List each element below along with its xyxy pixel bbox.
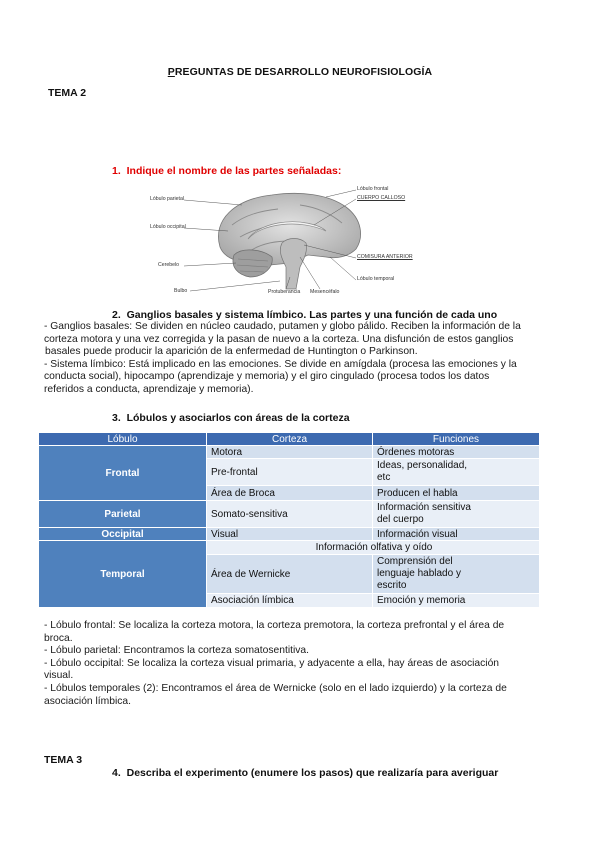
header-lobulo: Lóbulo [39,433,207,446]
header-funciones: Funciones [373,433,540,446]
answer-line: conducta social), hipocampo (aprendizaje y memoria) y el giro cingulado (procesa todos los datos [44,371,490,383]
function-line: Información sensitiva [377,502,471,513]
question-4-number: 4. [112,767,121,779]
lobe-frontal: Frontal [39,446,207,501]
function-cell: Emoción y memoria [373,594,540,608]
table-row [39,501,540,528]
answer-line: asociación límbica. [44,695,131,707]
question-1 [112,165,341,177]
lobes-table [38,432,540,608]
table-row [39,446,540,459]
label-lobulo-frontal: Lóbulo frontal [357,186,389,192]
function-cell: Producen el habla [373,486,540,501]
label-lobulo-occipital: Lóbulo occipital [150,224,186,230]
cortex-cell: Somato-sensitiva [207,501,373,528]
function-cell: Órdenes motoras [373,446,540,459]
question-4-text: Describa el experimento (enumere los pasos) que realizaría para averiguar [126,767,499,779]
tema-3-heading: TEMA 3 [44,754,83,766]
answer-line: visual. [44,670,74,682]
function-line: lenguaje hablado y [377,568,461,579]
cortex-cell: Asociación límbica [207,594,373,608]
title-rest: REGUNTAS DE DESARROLLO NEUROFISIOLOGÍA [174,66,433,78]
table-row [39,528,540,541]
lobe-temporal: Temporal [39,541,207,608]
function-line: escrito [377,580,407,591]
cortex-cell: Visual [207,528,373,541]
function-cell [373,459,540,486]
question-1-number: 1. [112,165,121,177]
answer-line: - Sistema límbico: Está implicado en las emociones. Se divide en amígdala (procesa las emociones y la [44,358,517,370]
answer-line: - Lóbulo frontal: Se localiza la corteza motora, la corteza premotora, la corteza prefrontal y el área de [44,620,505,631]
brain-sagittal-illustration [150,185,440,297]
question-2-answer [44,321,559,397]
function-line: etc [377,472,391,483]
question-3-answer [44,620,559,708]
answer-line: - Ganglios basales: Se dividen en núcleo caudado, putamen y globo pálido. Reciben la información de la [44,321,521,332]
answer-line: - Lóbulo occipital: Se localiza la corteza visual primaria, y adyacente a ella, hay áreas de asociación [44,657,500,669]
function-cell [373,501,540,528]
function-cell: Información visual [373,528,540,541]
cortex-cell: Pre-frontal [207,459,373,486]
function-cell [373,555,540,594]
header-corteza: Corteza [207,433,373,446]
question-4 [112,767,498,779]
answer-line: referidos a conducta, aprendizaje y memoria). [44,383,254,395]
answer-line: - Lóbulo parietal: Encontramos la corteza somatosentitiva. [44,645,309,657]
cortex-cell: Motora [207,446,373,459]
table-row [39,541,540,555]
label-lobulo-temporal: Lóbulo temporal [357,276,395,282]
question-1-text: Indique el nombre de las partes señaladas: [126,165,342,177]
label-protuberancia: Protuberancia [268,289,301,295]
answer-line: corteza motora y una vez corregida y la pasan de nuevo a la corteza. Una disfunción de estos ganglios [44,333,514,345]
question-2-text: Ganglios basales y sistema límbico. Las partes y una función de cada uno [126,309,498,321]
function-line: del cuerpo [377,514,424,525]
label-comisura-anterior: COMISURA ANTERIOR [357,254,413,260]
lobe-parietal: Parietal [39,501,207,528]
title-first-letter: P [167,66,175,78]
function-line: Comprensión del [377,556,453,567]
label-cerebelo: Cerebelo [158,262,180,268]
cortex-cell: Área de Broca [207,486,373,501]
question-3-number: 3. [112,412,121,424]
cortex-cell: Área de Wernicke [207,555,373,594]
question-3 [112,412,350,424]
label-cuerpo-calloso: CUERPO CALLOSO [357,195,406,201]
table-header-row [39,433,540,446]
question-2 [112,309,497,321]
label-bulbo: Bulbo [174,288,188,294]
document-title [0,66,600,78]
answer-line: - Lóbulos temporales (2): Encontramos el área de Wernicke (solo en el lado izquierdo) y la corteza de [44,682,507,694]
label-mesencefalo: Mesencéfalo [310,289,340,295]
answer-line: broca. [44,632,73,644]
lobe-occipital: Occipital [39,528,207,541]
tema-2-heading: TEMA 2 [48,87,87,99]
function-line: Ideas, personalidad, [377,460,468,471]
cortex-span-cell: Información olfativa y oído [207,541,540,555]
answer-line: basales puede producir la aparición de la enfermedad de Huntington o Parkinson. [45,346,418,358]
question-3-text: Lóbulos y asociarlos con áreas de la corteza [126,412,350,424]
brain-figure [150,185,440,297]
question-2-number: 2. [112,309,121,321]
label-lobulo-parietal: Lóbulo parietal [150,196,185,202]
